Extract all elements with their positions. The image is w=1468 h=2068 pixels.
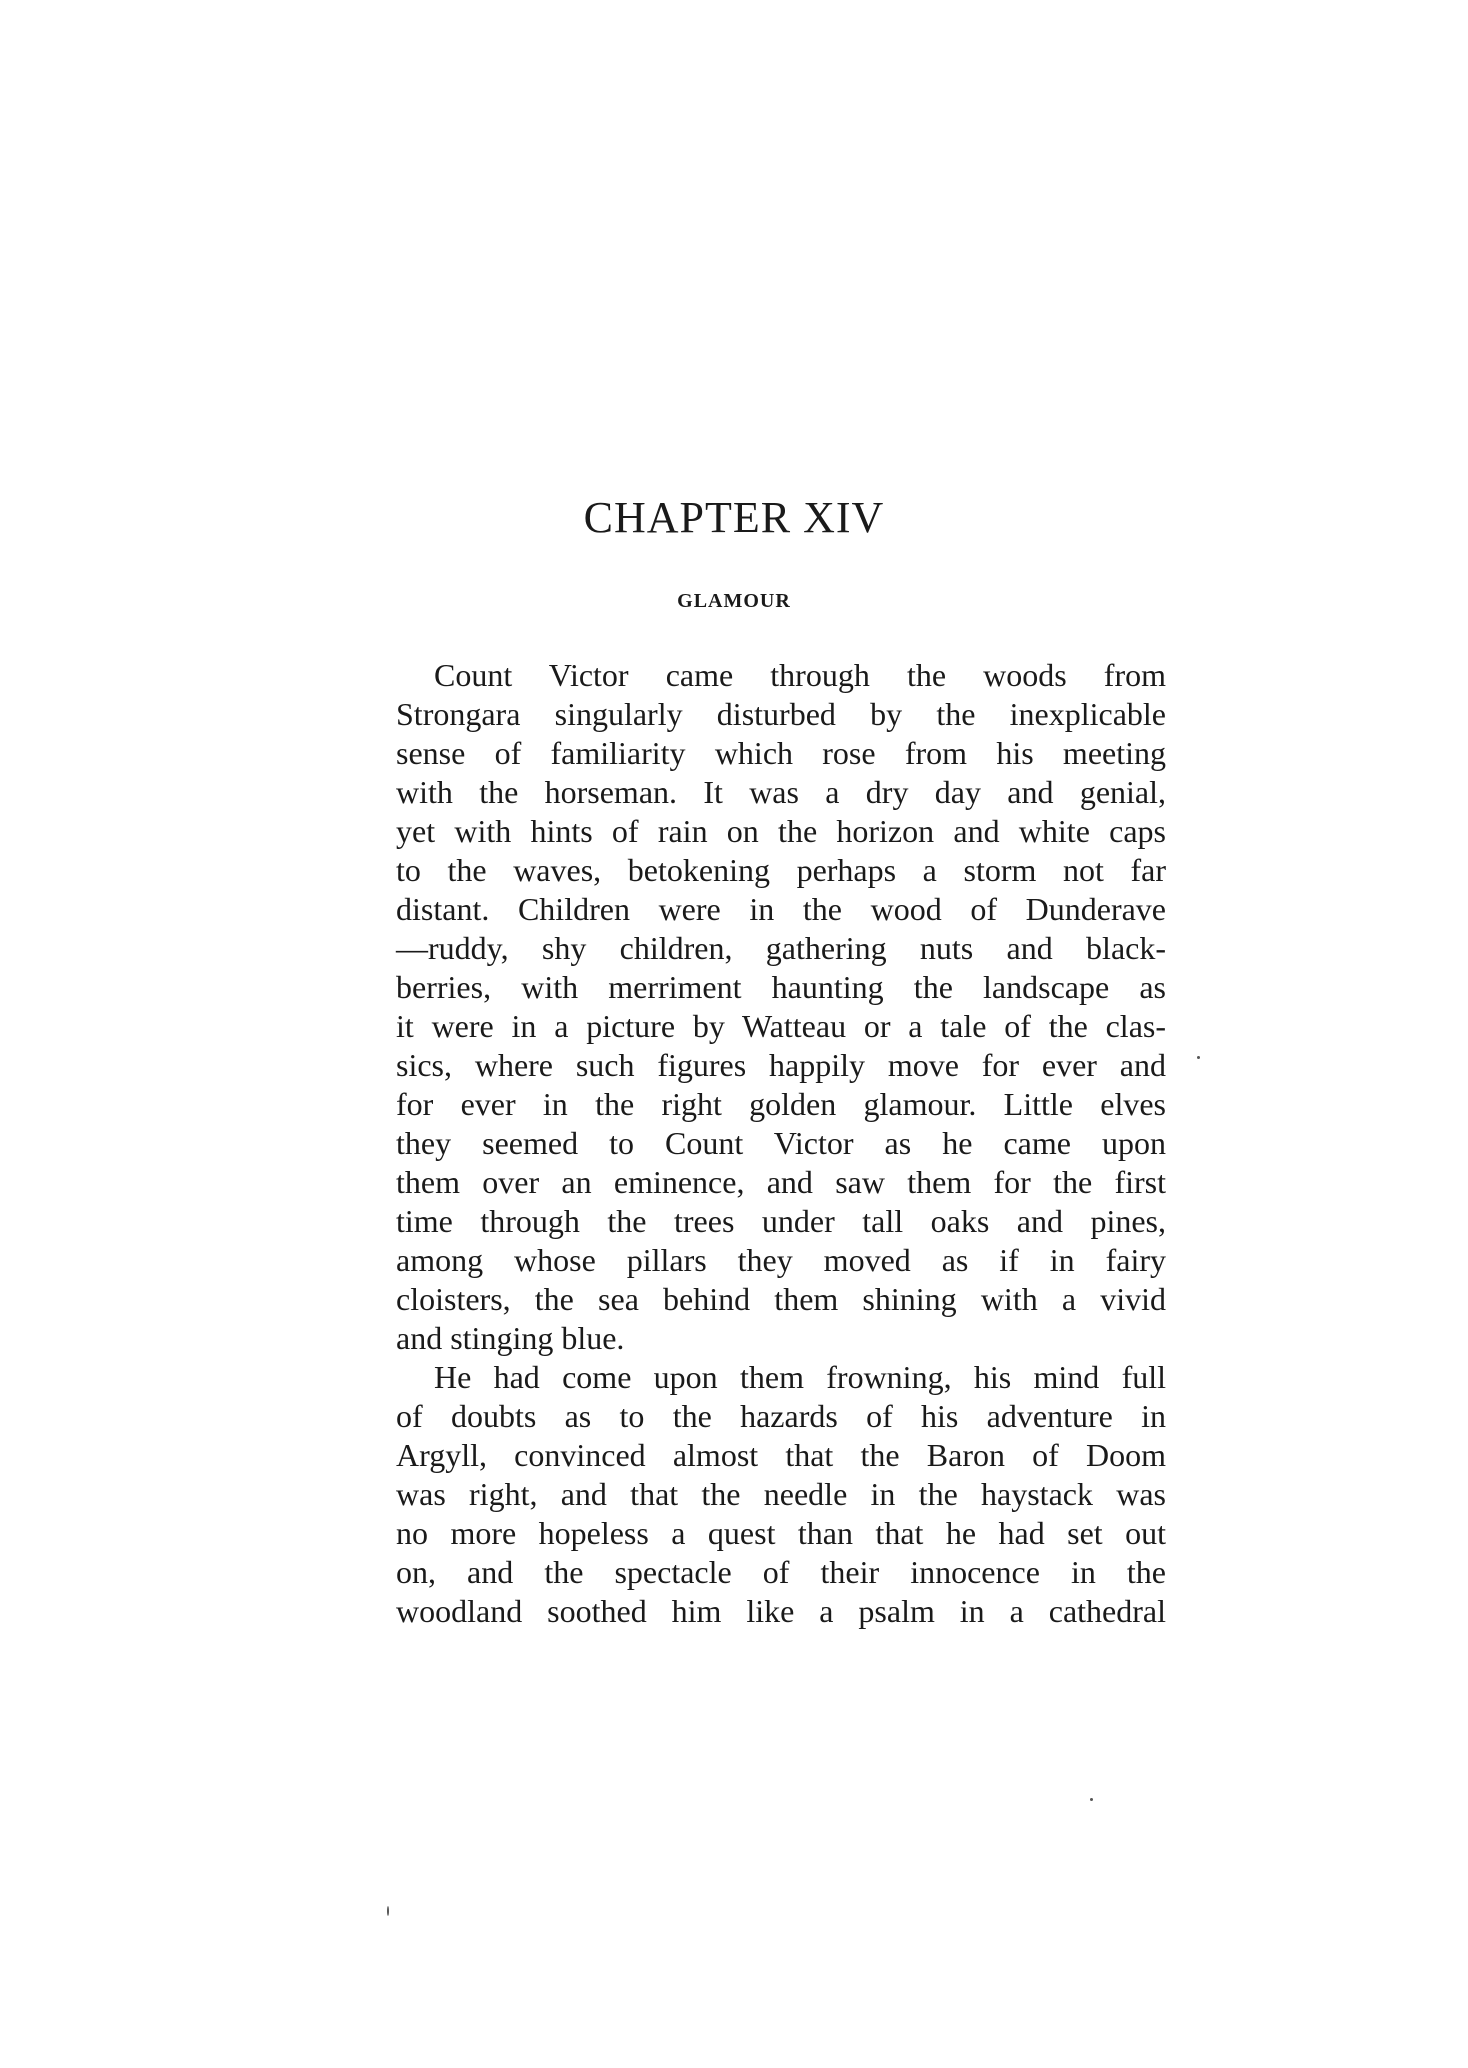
text-line: and stinging blue. bbox=[396, 1320, 625, 1356]
text-line: of doubts as to the hazards of his adventure in bbox=[396, 1398, 1166, 1434]
text-line: to the waves, betokening perhaps a storm not far bbox=[396, 852, 1166, 888]
text-line: them over an eminence, and saw them for the first bbox=[396, 1164, 1166, 1200]
text-line: they seemed to Count Victor as he came upon bbox=[396, 1125, 1166, 1161]
scan-speck bbox=[1197, 1056, 1200, 1059]
scan-speck bbox=[387, 1906, 389, 1916]
text-line: Argyll, convinced almost that the Baron of Doom bbox=[396, 1437, 1166, 1473]
text-line: for ever in the right golden glamour. Little elves bbox=[396, 1086, 1166, 1122]
paragraph-1 bbox=[396, 656, 1166, 1358]
text-line: among whose pillars they moved as if in fairy bbox=[396, 1242, 1166, 1278]
text-line: on, and the spectacle of their innocence in the bbox=[396, 1554, 1166, 1590]
text-line: Count Victor came through the woods from bbox=[434, 657, 1166, 693]
text-line: woodland soothed him like a psalm in a cathedral bbox=[396, 1593, 1166, 1629]
text-line: time through the trees under tall oaks and pines, bbox=[396, 1203, 1166, 1239]
paragraph-2 bbox=[396, 1358, 1166, 1631]
text-line: —ruddy, shy children, gathering nuts and black- bbox=[396, 930, 1166, 966]
text-line: berries, with merriment haunting the landscape as bbox=[396, 969, 1166, 1005]
body-text bbox=[396, 656, 1166, 1631]
text-line: was right, and that the needle in the haystack was bbox=[396, 1476, 1166, 1512]
text-line: He had come upon them frowning, his mind full bbox=[434, 1359, 1166, 1395]
text-line: it were in a picture by Watteau or a tale of the clas- bbox=[396, 1008, 1166, 1044]
scan-speck bbox=[1090, 1798, 1093, 1801]
text-line: yet with hints of rain on the horizon and white caps bbox=[396, 813, 1166, 849]
text-line: cloisters, the sea behind them shining with a vivid bbox=[396, 1281, 1166, 1317]
chapter-title: CHAPTER XIV bbox=[583, 493, 885, 542]
text-line: with the horseman. It was a dry day and genial, bbox=[396, 774, 1166, 810]
text-line: Strongara singularly disturbed by the inexplicable bbox=[396, 696, 1166, 732]
text-line: sense of familiarity which rose from his meeting bbox=[396, 735, 1166, 771]
text-line: distant. Children were in the wood of Dunderave bbox=[396, 891, 1166, 927]
text-line: sics, where such figures happily move for ever and bbox=[396, 1047, 1166, 1083]
chapter-subtitle: GLAMOUR bbox=[677, 590, 791, 612]
text-line: no more hopeless a quest than that he had set out bbox=[396, 1515, 1166, 1551]
